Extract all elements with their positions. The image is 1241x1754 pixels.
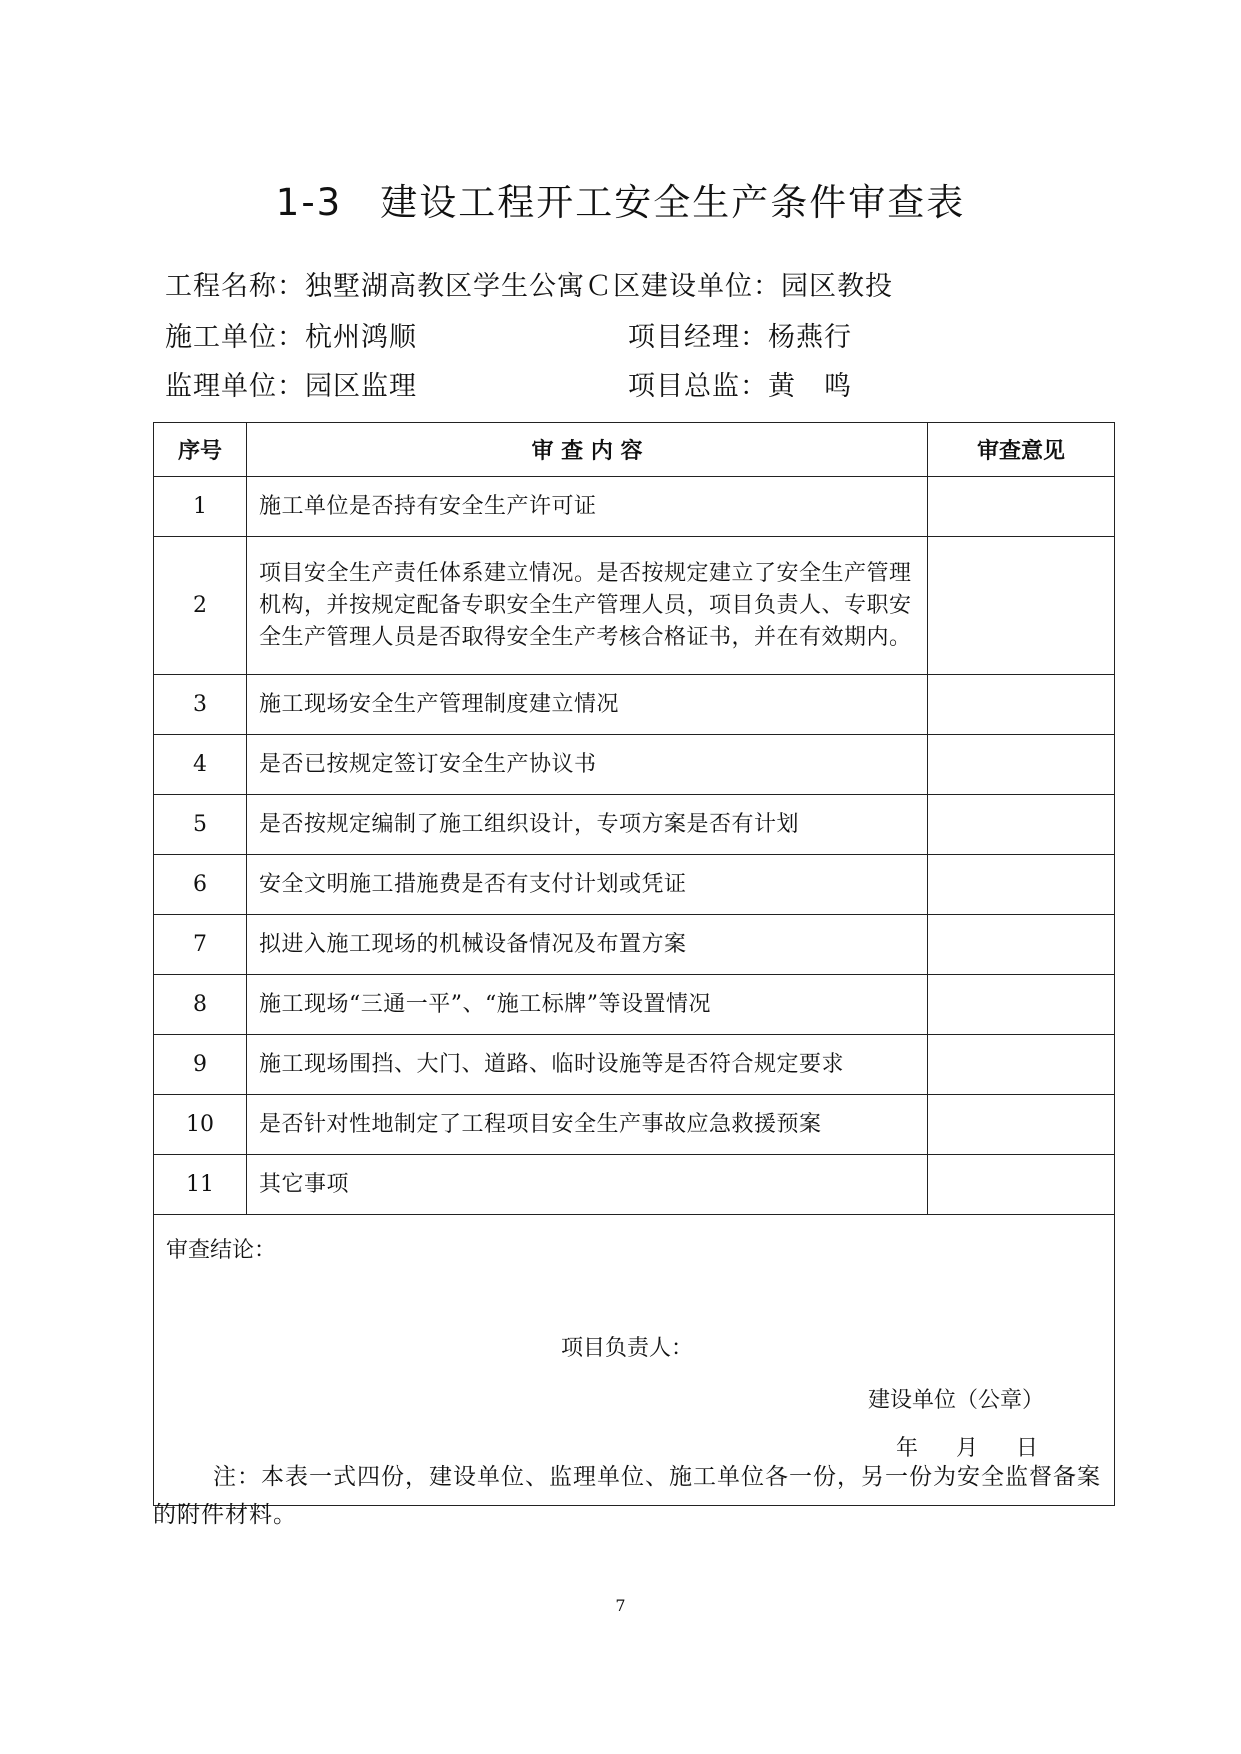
table-row [154,855,1115,915]
row-content: 施工现场安全生产管理制度建立情况 [247,675,928,735]
row-number: 6 [154,855,247,915]
table-row [154,675,1115,735]
year-label: 年 [896,1436,919,1461]
row-number: 5 [154,795,247,855]
table-row [154,1035,1115,1095]
row-content: 是否按规定编制了施工组织设计，专项方案是否有计划 [247,795,928,855]
row-content: 其它事项 [247,1155,928,1215]
page-title [0,172,1241,226]
table-header-row [154,423,1115,477]
row-content: 项目安全生产责任体系建立情况。是否按规定建立了安全生产管理机构，并按规定配备专职安全生产管理人员，项目负责人、专职安全生产管理人员是否取得安全生产考核合格证书，并在有效期内。 [247,537,928,675]
row-number: 11 [154,1155,247,1215]
table-row [154,477,1115,537]
row-opinion[interactable] [928,477,1115,537]
conclusion-label: 审查结论： [166,1238,277,1263]
header-content: 审 查 内 容 [247,423,928,477]
row-number: 8 [154,975,247,1035]
row-number: 3 [154,675,247,735]
row-content: 施工现场“三通一平”、“施工标牌”等设置情况 [247,975,928,1035]
info-line-supervisor [165,364,852,403]
row-content: 安全文明施工措施费是否有支付计划或凭证 [247,855,928,915]
unit-seal-label: 建设单位（公章） [868,1388,1045,1413]
review-table [153,422,1115,1506]
project-responsible-label: 项目负责人： [561,1336,694,1361]
page-number: 7 [615,1596,626,1615]
row-content: 拟进入施工现场的机械设备情况及布置方案 [247,915,928,975]
row-content: 是否已按规定签订安全生产协议书 [247,735,928,795]
info-line-contractor [165,315,852,354]
contractor-unit: 施工单位：杭州鸿顺 [165,322,417,353]
row-number: 4 [154,735,247,795]
row-number: 9 [154,1035,247,1095]
chief-supervisor: 项目总监：黄 鸣 [628,371,852,402]
row-number: 1 [154,477,247,537]
row-number: 7 [154,915,247,975]
table-row [154,1155,1115,1215]
table-row [154,795,1115,855]
table-row [154,915,1115,975]
project-name: 工程名称：独墅湖高教区学生公寓Ｃ区 [165,271,641,302]
project-manager: 项目经理：杨燕行 [628,322,852,353]
row-opinion[interactable] [928,1155,1115,1215]
row-content: 施工单位是否持有安全生产许可证 [247,477,928,537]
table-row [154,975,1115,1035]
row-opinion[interactable] [928,795,1115,855]
row-opinion[interactable] [928,675,1115,735]
row-number: 10 [154,1095,247,1155]
row-opinion[interactable] [928,1095,1115,1155]
info-line-project [165,264,893,303]
form-number: 1-3 [275,181,343,224]
supervisor-unit: 监理单位：园区监理 [165,371,417,402]
row-content: 施工现场围挡、大门、道路、临时设施等是否符合规定要求 [247,1035,928,1095]
header-opinion: 审查意见 [928,423,1115,477]
row-opinion[interactable] [928,735,1115,795]
table-row [154,735,1115,795]
month-label: 月 [956,1436,979,1461]
row-opinion[interactable] [928,537,1115,675]
row-opinion[interactable] [928,975,1115,1035]
row-content: 是否针对性地制定了工程项目安全生产事故应急救援预案 [247,1095,928,1155]
footnote: 注：本表一式四份，建设单位、监理单位、施工单位各一份，另一份为安全监督备案的附件材料。 [153,1464,1101,1528]
row-opinion[interactable] [928,855,1115,915]
form-title: 建设工程开工安全生产条件审查表 [380,181,966,224]
table-row [154,537,1115,675]
row-opinion[interactable] [928,915,1115,975]
row-number: 2 [154,537,247,675]
row-opinion[interactable] [928,1035,1115,1095]
day-label: 日 [1016,1436,1039,1461]
table-row [154,1095,1115,1155]
header-no: 序号 [154,423,247,477]
owner-unit: 建设单位：园区教投 [641,271,893,302]
